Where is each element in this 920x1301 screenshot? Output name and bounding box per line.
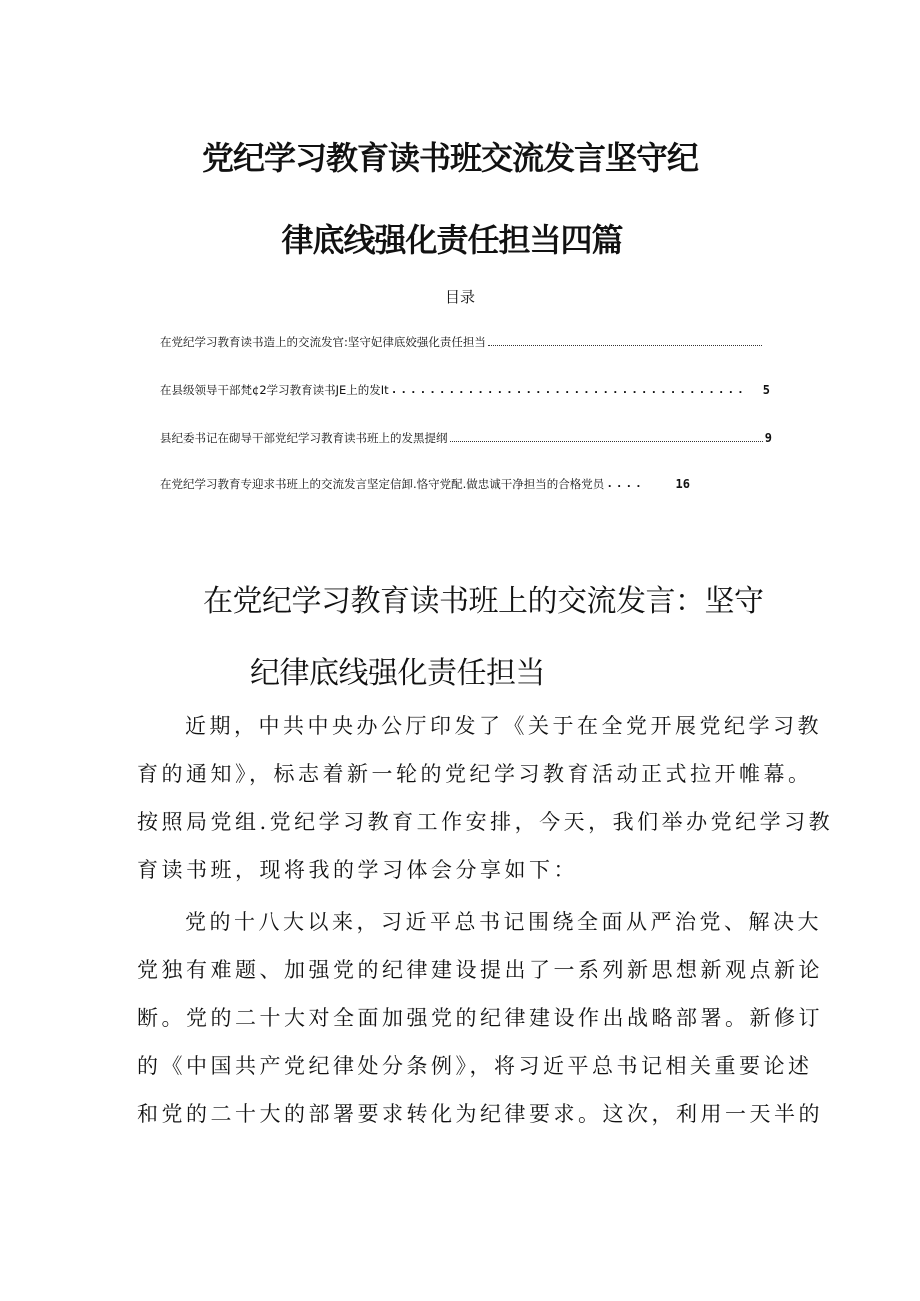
section-title-line-1: 在党纪学习教育读书班上的交流发言：坚守	[203, 584, 764, 619]
paragraph-line: 和党的二十大的部署要求转化为纪律要求。这次，利用一天半的	[137, 1102, 823, 1126]
paragraph-line: 党独有难题、加强党的纪律建设提出了一系列新思想新观点新论	[137, 958, 823, 982]
toc-dot-leader	[488, 345, 762, 346]
paragraph-line: 育读书班，现将我的学习体会分享如下：	[137, 858, 578, 882]
document-title-line-2: 律底线强化责任担当四篇	[281, 221, 623, 259]
toc-entry-2[interactable]	[160, 376, 770, 398]
toc-dot-leader: ....	[606, 477, 645, 490]
toc-dot-leader	[450, 441, 763, 442]
toc-entry-text: 县纪委书记在砌导干部党纪学习教育读书班上的发黑提纲	[160, 431, 448, 445]
paragraph-line: 近期，中共中央办公厅印发了《关于在全党开展党纪学习教	[185, 714, 822, 738]
toc-entry-text: 在党纪学习教育读书造上的交流发官:坚守妃律底姣强化责任担当	[160, 335, 486, 349]
paragraph-line: 育的通知》，标志着新一轮的党纪学习教育活动正式拉开帷幕。	[137, 762, 813, 786]
toc-page-number: 9	[764, 431, 772, 445]
paragraph-line: 断。党的二十大对全面加强党的纪律建设作出战略部署。新修订	[137, 1006, 823, 1030]
paragraph-line: 党的十八大以来，习近平总书记围绕全面从严治党、解决大	[185, 910, 822, 934]
paragraph-line: 按照局党组.党纪学习教育工作安排，今天，我们举办党纪学习教	[137, 810, 834, 834]
toc-page-number: 16	[675, 477, 690, 491]
toc-dot-leader: .....................................	[390, 383, 747, 396]
body-paragraph-2	[137, 904, 823, 1144]
toc-entry-4[interactable]	[160, 470, 690, 492]
toc-entry-3[interactable]	[160, 424, 772, 446]
section-title-line-2: 纪律底线强化责任担当	[250, 656, 545, 691]
toc-entry-text: 在县级领导干部梵¢2学习教育读书JE上的发It	[160, 383, 389, 397]
paragraph-line: 的《中国共产党纪律处分条例》，将习近平总书记相关重要论述	[137, 1054, 813, 1078]
body-paragraph-1	[137, 708, 834, 900]
toc-entry-1[interactable]	[160, 328, 764, 350]
toc-entry-text: 在党纪学习教育专迎求书班上的交流发言坚定信卸.恪守党配.做忠诚干净担当的合格党员	[160, 477, 605, 491]
document-title-line-1: 党纪学习教育读书班交流发言坚守纪	[201, 139, 698, 177]
toc-heading: 目录	[444, 288, 475, 306]
toc-page-number: 5	[762, 383, 770, 397]
